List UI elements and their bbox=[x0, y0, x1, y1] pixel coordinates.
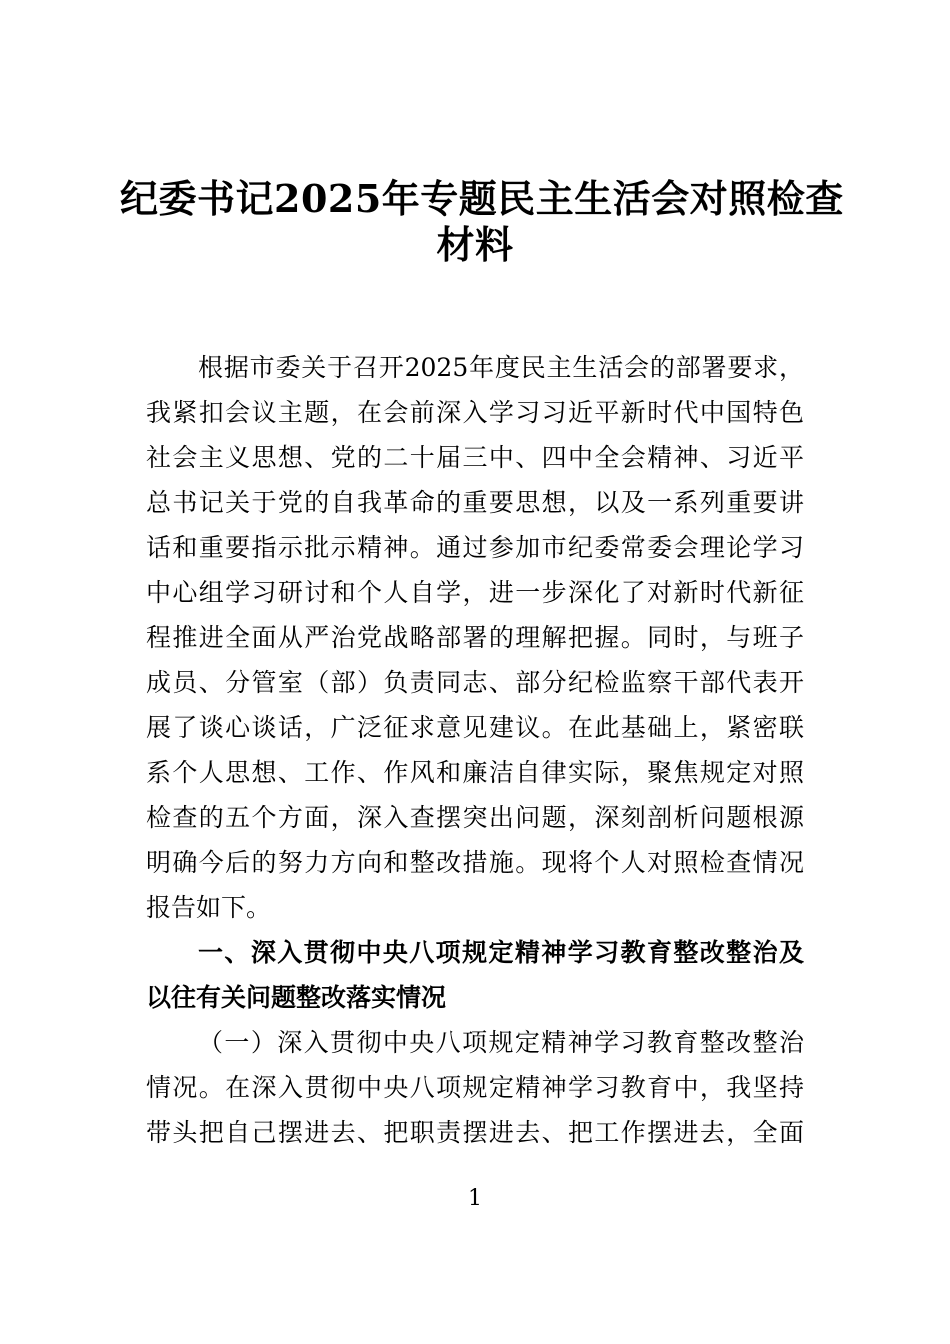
paragraph-1-line: 程推进全面从严治党战略部署的理解把握。同时，与班子 bbox=[146, 623, 804, 652]
paragraph-1-line: 中心组学习研讨和个人自学，进一步深化了对新时代新征 bbox=[146, 578, 804, 607]
paragraph-1-line: 报告如下。 bbox=[146, 893, 272, 922]
paragraph-2-line: （一）深入贯彻中央八项规定精神学习教育整改整治 bbox=[198, 1028, 804, 1057]
paragraph-1-line: 根据市委关于召开2025年度民主生活会的部署要求， bbox=[198, 353, 804, 382]
section-heading-line: 以往有关问题整改落实情况 bbox=[146, 983, 447, 1012]
paragraph-1-line: 我紧扣会议主题，在会前深入学习习近平新时代中国特色 bbox=[146, 398, 804, 427]
paragraph-1-line: 社会主义思想、党的二十届三中、四中全会精神、习近平 bbox=[146, 443, 804, 472]
paragraph-2-line: 情况。在深入贯彻中央八项规定精神学习教育中，我坚持 bbox=[146, 1073, 804, 1102]
paragraph-2-line: 带头把自己摆进去、把职责摆进去、把工作摆进去，全面 bbox=[146, 1118, 804, 1147]
document-title-line-2: 材料 bbox=[436, 222, 514, 267]
document-title-line-1: 纪委书记2025年专题民主生活会对照检查 bbox=[120, 176, 844, 221]
section-heading-line: 一、深入贯彻中央八项规定精神学习教育整改整治及 bbox=[198, 938, 804, 967]
page-number: 1 bbox=[468, 1186, 482, 1211]
paragraph-1-line: 总书记关于党的自我革命的重要思想，以及一系列重要讲 bbox=[146, 488, 804, 517]
paragraph-1-line: 明确今后的努力方向和整改措施。现将个人对照检查情况 bbox=[146, 848, 804, 877]
paragraph-1-line: 展了谈心谈话，广泛征求意见建议。在此基础上，紧密联 bbox=[146, 713, 804, 742]
paragraph-1-line: 话和重要指示批示精神。通过参加市纪委常委会理论学习 bbox=[146, 533, 804, 562]
paragraph-1-line: 成员、分管室（部）负责同志、部分纪检监察干部代表开 bbox=[146, 668, 804, 697]
paragraph-1-line: 检查的五个方面，深入查摆突出问题，深刻剖析问题根源 bbox=[146, 803, 804, 832]
paragraph-1-line: 系个人思想、工作、作风和廉洁自律实际，聚焦规定对照 bbox=[146, 758, 804, 787]
